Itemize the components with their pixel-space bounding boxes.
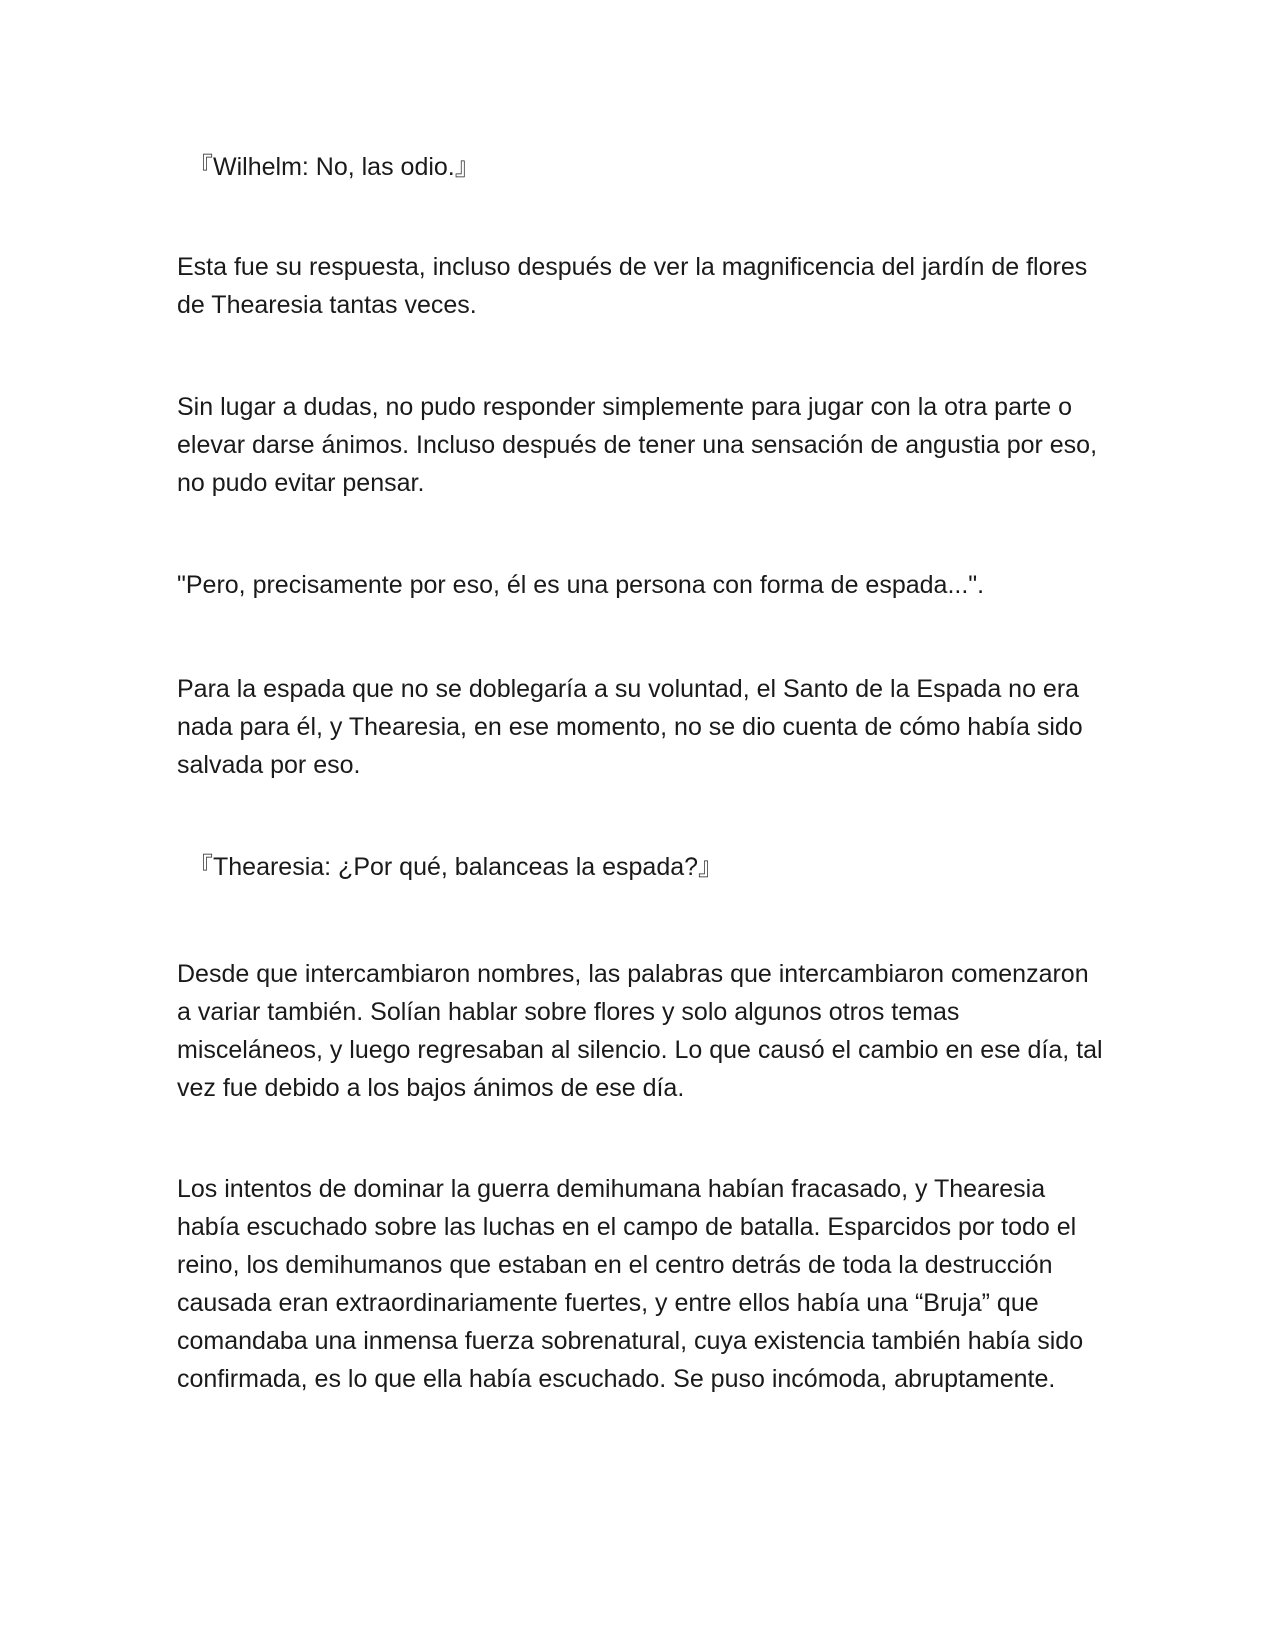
paragraph-quote: "Pero, precisamente por eso, él es una persona con forma de espada...". <box>177 571 985 599</box>
paragraph-dialogue-wilhelm: 『Wilhelm: No, las odio.』 <box>188 153 480 181</box>
paragraph-4: Desde que intercambiaron nombres, las palabras que intercambiaron comenzaron a variar también. Solían hablar sobre flores y solo algunos otros temas misceláneos, y luego regresaban al silencio. Lo que causó el cambio en ese día, tal vez fue debido a los bajos ánimos de ese día. <box>177 960 1103 1102</box>
paragraph-dialogue-thearesia: 『Thearesia: ¿Por qué, balanceas la espada?』 <box>188 853 724 881</box>
paragraph-5: Los intentos de dominar la guerra demihumana habían fracasado, y Thearesia había escuchado sobre las luchas en el campo de batalla. Esparcidos por todo el reino, los demihumanos que estaban en el centro detrás de toda la destrucción causada eran extraordinariamente fuertes, y entre ellos había una “Bruja” que comandaba una inmensa fuerza sobrenatural, cuya existencia también había sido confirmada, es lo que ella había escuchado. Se puso incómoda, abruptamente. <box>177 1175 1084 1393</box>
paragraph-3: Para la espada que no se doblegaría a su voluntad, el Santo de la Espada no era nada para él, y Thearesia, en ese momento, no se dio cuenta de cómo había sido salvada por eso. <box>177 675 1083 779</box>
paragraph-1: Esta fue su respuesta, incluso después de ver la magnificencia del jardín de flores de Thearesia tantas veces. <box>177 253 1088 319</box>
paragraph-2: Sin lugar a dudas, no pudo responder simplemente para jugar con la otra parte o elevar darse ánimos. Incluso después de tener una sensación de angustia por eso, no pudo evitar pensar. <box>177 393 1098 497</box>
